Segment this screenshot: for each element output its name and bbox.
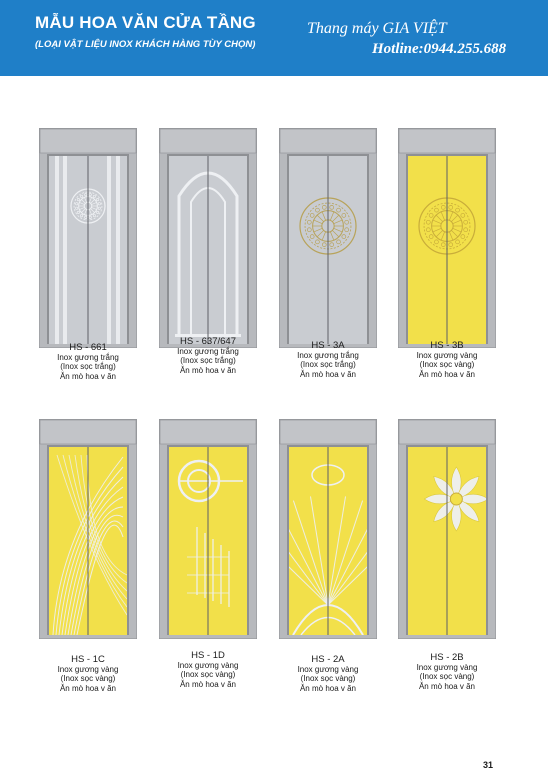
door-finish-note: Ăn mò hoa v ăn — [179, 365, 237, 375]
door-material-alt: (Inox sọc vàng) — [60, 674, 116, 684]
door-caption — [153, 650, 263, 689]
door-illustration — [398, 419, 496, 639]
door-code: HS - 1C — [71, 654, 105, 665]
door-finish-note: Ăn mò hoa v ăn — [418, 369, 476, 379]
door-caption — [273, 340, 383, 379]
brand-name: Thang máy GIA VIỆT — [307, 20, 447, 37]
door-image-hs-637-647 — [159, 128, 257, 348]
page-header — [0, 0, 548, 76]
door-material: Inox gương trắng — [297, 351, 359, 360]
door-illustration — [279, 419, 377, 639]
door-code: HS - 637/647 — [180, 336, 236, 347]
door-material: Inox gương vàng — [177, 661, 239, 670]
door-image-hs-3b — [398, 128, 496, 348]
door-material: Inox gương vàng — [416, 663, 478, 672]
door-finish-note: Ăn mò hoa v ăn — [179, 679, 237, 689]
door-code: HS - 3B — [430, 340, 464, 351]
page-title: MẪU HOA VĂN CỬA TẦNG — [35, 13, 256, 32]
door-finish-note: Ăn mò hoa v ăn — [59, 371, 117, 381]
door-material: Inox gương trắng — [57, 353, 119, 362]
door-material-alt: (Inox sọc vàng) — [419, 360, 475, 370]
door-code: HS - 661 — [69, 342, 107, 353]
door-code: HS - 3A — [311, 340, 345, 351]
door-code: HS - 2A — [311, 654, 345, 665]
door-image-hs-1c — [39, 419, 137, 639]
door-material-alt: (Inox sọc vàng) — [180, 670, 236, 680]
door-code: HS - 1D — [191, 650, 225, 661]
hotline-text: Hotline:0944.255.688 — [372, 41, 507, 57]
door-material-alt: (Inox sọc vàng) — [419, 672, 475, 682]
door-image-hs-1d — [159, 419, 257, 639]
door-caption — [153, 336, 263, 375]
page-subtitle: (LOẠI VẬT LIỆU INOX KHÁCH HÀNG TÙY CHỌN) — [35, 39, 256, 50]
door-caption — [392, 652, 502, 691]
door-illustration — [159, 128, 257, 348]
door-material: Inox gương trắng — [177, 347, 239, 356]
door-illustration — [279, 128, 377, 348]
door-material: Inox gương vàng — [57, 665, 119, 674]
door-material-alt: (Inox sọc trắng) — [300, 360, 356, 370]
door-caption — [33, 342, 143, 381]
door-illustration — [39, 419, 137, 639]
page-number: 31 — [483, 760, 494, 770]
door-illustration — [159, 419, 257, 639]
door-caption — [33, 654, 143, 693]
door-illustration — [398, 128, 496, 348]
door-code: HS - 2B — [430, 652, 464, 663]
door-image-hs-2b — [398, 419, 496, 639]
door-image-hs-3a — [279, 128, 377, 348]
door-material: Inox gương vàng — [416, 351, 478, 360]
door-caption — [273, 654, 383, 693]
door-finish-note: Ăn mò hoa v ăn — [299, 369, 357, 379]
door-illustration — [39, 128, 137, 348]
door-finish-note: Ăn mò hoa v ăn — [299, 683, 357, 693]
door-caption — [392, 340, 502, 379]
door-image-hs-2a — [279, 419, 377, 639]
door-finish-note: Ăn mò hoa v ăn — [418, 681, 476, 691]
door-material-alt: (Inox sọc trắng) — [180, 356, 236, 366]
door-material: Inox gương vàng — [297, 665, 359, 674]
door-finish-note: Ăn mò hoa v ăn — [59, 683, 117, 693]
door-image-hs-661 — [39, 128, 137, 348]
door-material-alt: (Inox sọc trắng) — [60, 362, 116, 372]
door-material-alt: (Inox sọc vàng) — [300, 674, 356, 684]
